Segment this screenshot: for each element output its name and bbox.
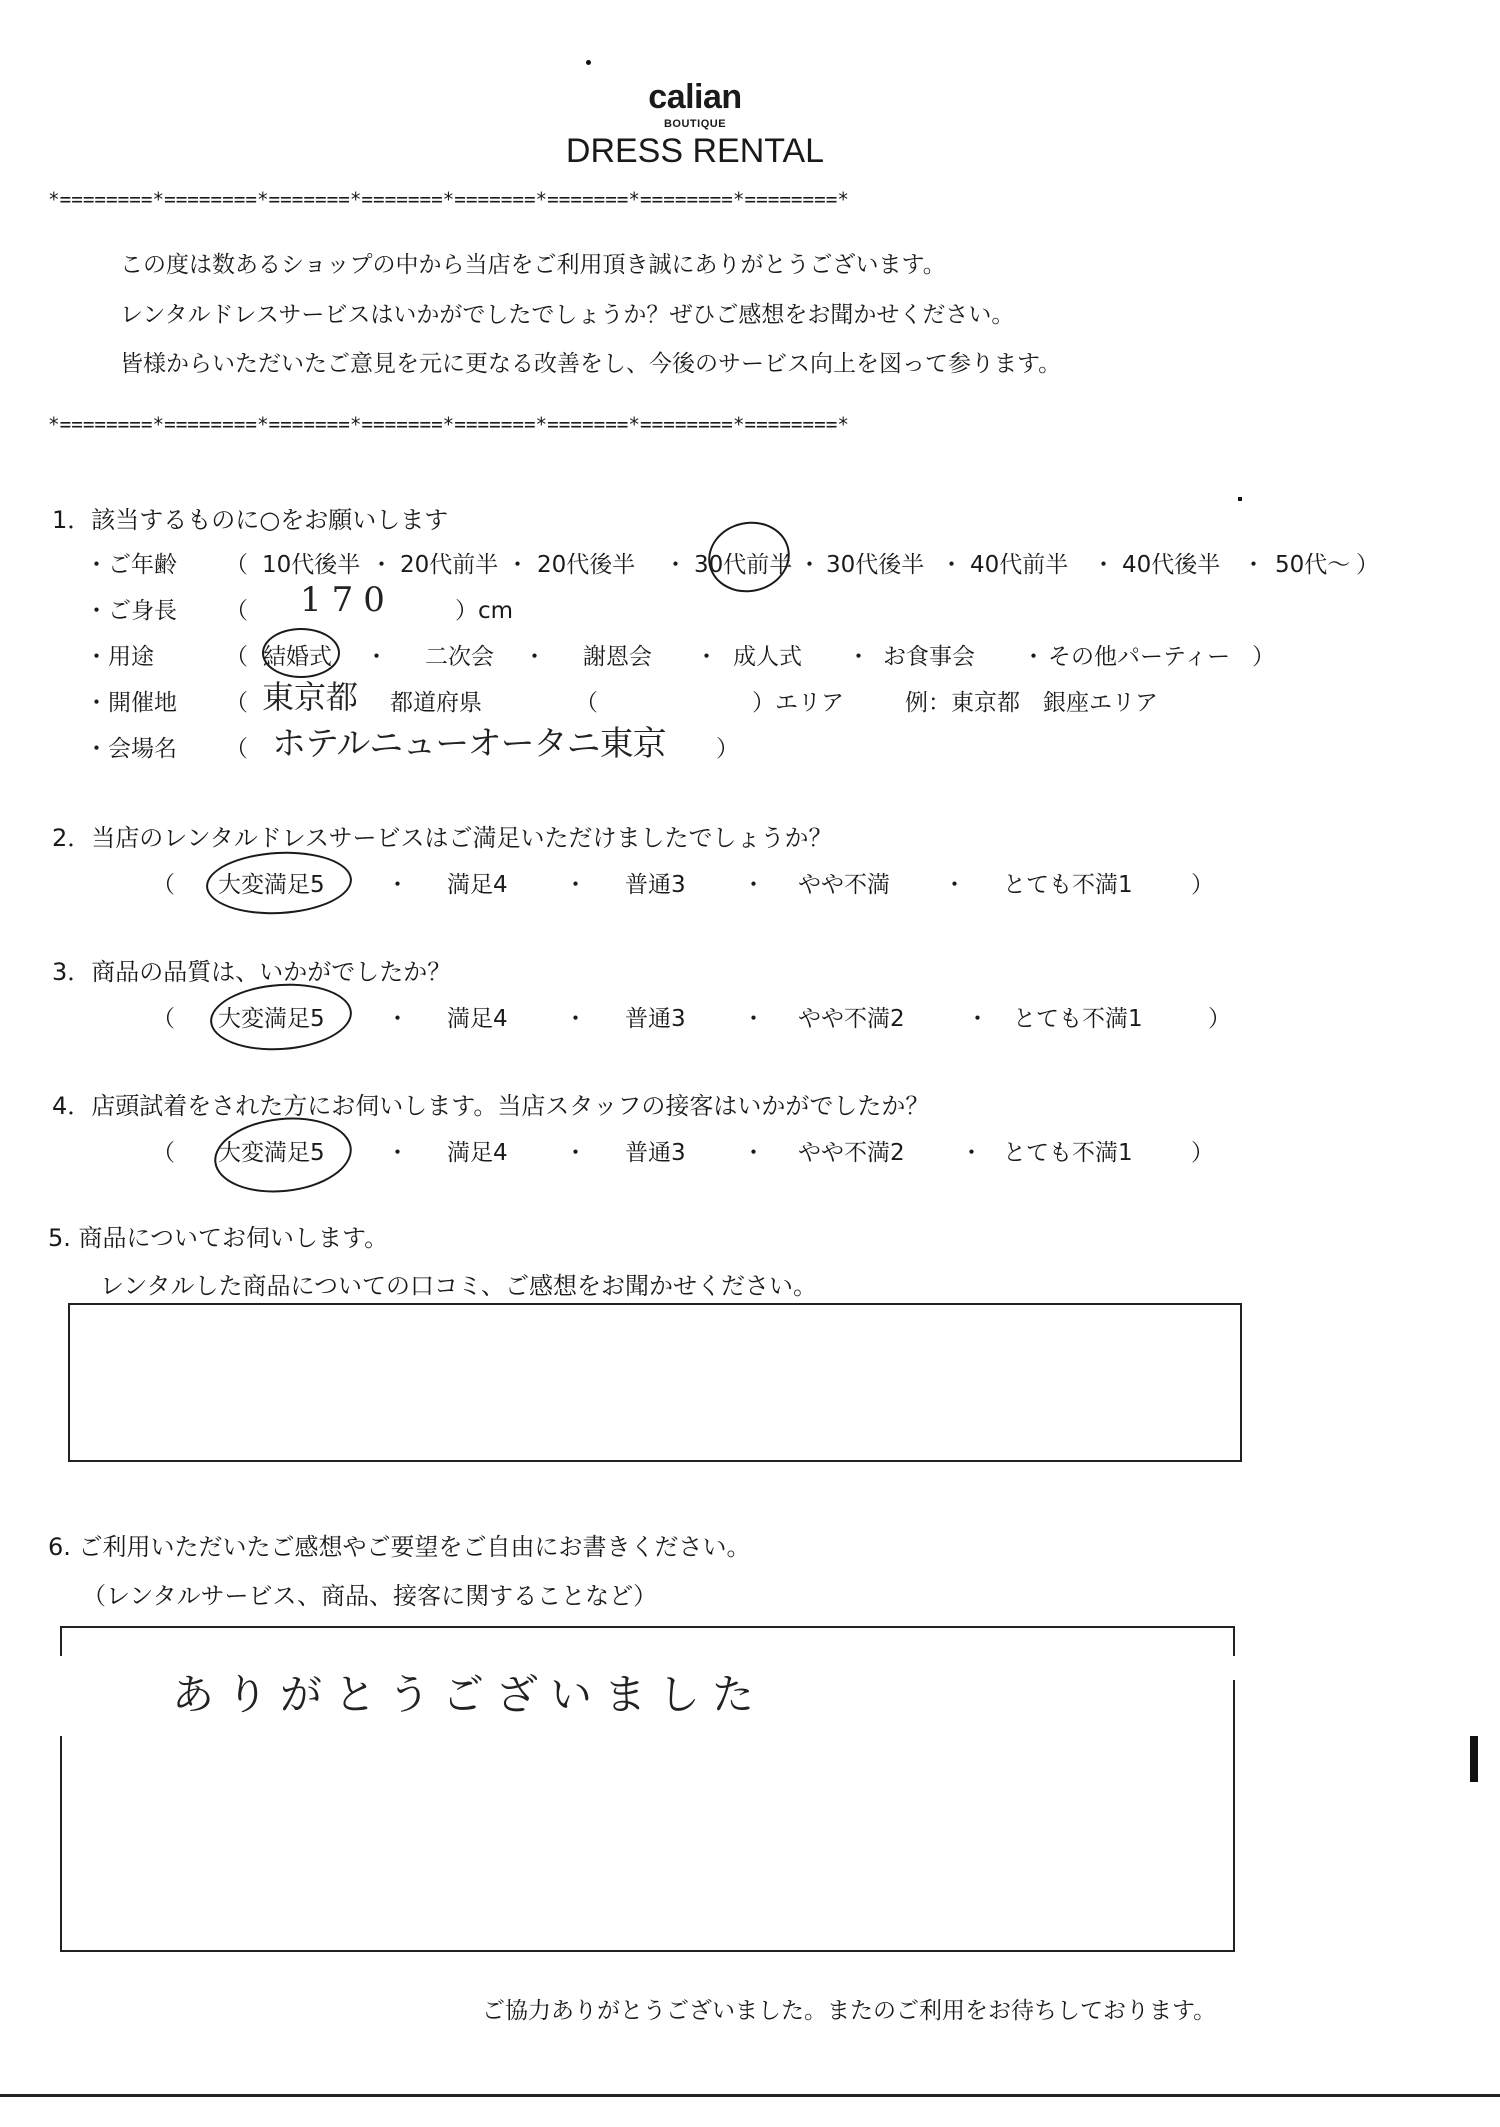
purpose-close-paren: ） (1252, 644, 1275, 670)
q3-option-3[interactable]: 普通3 (625, 1006, 686, 1032)
q2-option-3[interactable]: 普通3 (625, 872, 686, 898)
venue-area-open-paren: （ (225, 690, 248, 716)
age-open-paren: （ (225, 552, 248, 578)
q5-subtitle: レンタルした商品についての口コミ、ご感想をお聞かせください。 (100, 1272, 817, 1300)
age-sep: ・ (1242, 552, 1265, 578)
q4-close-paren: ） (1191, 1140, 1214, 1166)
venue-name-close-paren: ） (716, 736, 739, 762)
venue-name-value[interactable]: ホテルニューオータニ東京 (272, 724, 666, 764)
venue-area-suffix: ）エリア (752, 690, 844, 716)
box-edge-left-bottom (60, 1736, 62, 1950)
q2-option-5[interactable]: 大変満足5 (218, 872, 325, 898)
q4-option-2[interactable]: やや不満2 (798, 1140, 905, 1166)
q3-option-4[interactable]: 満足4 (447, 1006, 508, 1032)
intro-line-1: この度は数あるショップの中から当店をご利用頂き誠にありがとうございます。 (120, 252, 946, 278)
q4-option-4[interactable]: 満足4 (447, 1140, 508, 1166)
q4-sep: ・ (960, 1140, 983, 1166)
q6-answer-text: ありがとうございました (172, 1670, 767, 1719)
q4-open-paren: （ (152, 1140, 175, 1166)
venue-prefecture-suffix: 都道府県 (390, 690, 482, 716)
age-option-8[interactable]: 50代～ (1275, 552, 1351, 578)
age-label: ・ご年齢 (85, 552, 177, 578)
q2-open-paren: （ (152, 872, 175, 898)
q2-sep: ・ (386, 872, 409, 898)
age-option-4[interactable]: 30代前半 (694, 552, 793, 578)
height-value[interactable]: 170 (300, 580, 395, 620)
divider-top: *========*========*=======*=======*=======*=======*========*========* (48, 188, 849, 211)
q2-option-1[interactable]: とても不満1 (1003, 872, 1133, 898)
q2-sep: ・ (564, 872, 587, 898)
selected-circle-mark (262, 628, 340, 678)
box-edge-right-bottom (1233, 1680, 1235, 1950)
purpose-option-4[interactable]: 成人式 (733, 644, 802, 670)
age-option-5[interactable]: 30代後半 (826, 552, 925, 578)
q6-answer-box[interactable] (60, 1626, 1235, 1952)
purpose-sep: ・ (365, 644, 388, 670)
q5-title: 5. 商品についてお伺いします。 (48, 1224, 389, 1252)
box-edge-left-top (60, 1628, 62, 1656)
q3-option-1[interactable]: とても不満1 (1013, 1006, 1143, 1032)
q3-sep: ・ (966, 1006, 989, 1032)
intro-line-3: 皆様からいただいたご意見を元に更なる改善をし、今後のサービス向上を図って参ります。 (120, 351, 1062, 377)
brand-sub: BOUTIQUE (663, 118, 727, 130)
q4-option-3[interactable]: 普通3 (625, 1140, 686, 1166)
age-option-1[interactable]: 10代後半 (262, 552, 361, 578)
purpose-sep: ・ (847, 644, 870, 670)
purpose-option-2[interactable]: 二次会 (425, 644, 494, 670)
q2-sep: ・ (742, 872, 765, 898)
age-option-3[interactable]: 20代後半 (537, 552, 636, 578)
footer-thanks: ご協力ありがとうございました。またのご利用をお待ちしております。 (482, 1998, 1217, 2024)
q3-sep: ・ (386, 1006, 409, 1032)
purpose-option-1[interactable]: 結婚式 (263, 644, 332, 670)
venue-area-inner-open: （ (575, 690, 598, 716)
q3-option-5[interactable]: 大変満足5 (218, 1006, 325, 1032)
q4-option-5[interactable]: 大変満足5 (218, 1140, 325, 1166)
purpose-sep: ・ (523, 644, 546, 670)
q4-sep: ・ (386, 1140, 409, 1166)
q2-title: 2．当店のレンタルドレスサービスはご満足いただけましたでしょうか？ (52, 824, 833, 852)
dot-speck (1238, 497, 1242, 501)
q4-sep: ・ (564, 1140, 587, 1166)
q2-option-2[interactable]: やや不満 (798, 872, 890, 898)
selected-circle-mark (211, 1111, 356, 1199)
selected-circle-mark (702, 514, 797, 600)
purpose-option-3[interactable]: 謝恩会 (583, 644, 652, 670)
height-unit: ）cm (455, 598, 514, 624)
q6-subtitle: （レンタルサービス、商品、接客に関することなど） (82, 1582, 658, 1610)
q6-title: 6. ご利用いただいたご感想やご要望をご自由にお書きください。 (48, 1533, 751, 1561)
brand-logo: calian (648, 78, 742, 116)
bottom-rule (0, 2094, 1500, 2097)
venue-name-label: ・会場名 (85, 736, 177, 762)
purpose-open-paren: （ (225, 644, 248, 670)
age-option-7[interactable]: 40代後半 (1122, 552, 1221, 578)
box-edge-right-top (1233, 1628, 1235, 1656)
venue-area-label: ・開催地 (85, 690, 177, 716)
selected-circle-mark (204, 848, 353, 918)
q1-title: 1．該当するものに○をお願いします (52, 506, 449, 534)
age-sep: ・ (798, 552, 821, 578)
q4-sep: ・ (742, 1140, 765, 1166)
edge-mark (1470, 1736, 1478, 1782)
purpose-sep: ・ (695, 644, 718, 670)
q3-open-paren: （ (152, 1006, 175, 1032)
q3-close-paren: ） (1208, 1006, 1231, 1032)
brand-title: DRESS RENTAL (565, 132, 825, 170)
height-open-paren: （ (225, 598, 248, 624)
q2-sep: ・ (943, 872, 966, 898)
age-option-2[interactable]: 20代前半 (400, 552, 499, 578)
q5-answer-box[interactable] (68, 1303, 1242, 1462)
q2-close-paren: ） (1191, 872, 1214, 898)
q3-title: 3．商品の品質は、いかがでしたか？ (52, 958, 452, 986)
intro-line-2: レンタルドレスサービスはいかがでしたでしょうか？ぜひご感想をお聞かせください。 (120, 302, 1015, 328)
divider-bottom: *========*========*=======*=======*=======*=======*========*========* (48, 413, 849, 436)
age-sep: ・ (940, 552, 963, 578)
q4-title: 4．店頭試着をされた方にお伺いします。当店スタッフの接客はいかがでしたか？ (52, 1092, 930, 1120)
dot-speck (586, 60, 591, 65)
age-sep: ・ (664, 552, 687, 578)
age-close-paren: ） (1356, 552, 1379, 578)
purpose-label: ・用途 (85, 644, 154, 670)
q3-sep: ・ (564, 1006, 587, 1032)
purpose-sep: ・ (1022, 644, 1045, 670)
venue-area-example: 例：東京都 銀座エリア (905, 690, 1158, 716)
q2-option-4[interactable]: 満足4 (447, 872, 508, 898)
q3-option-2[interactable]: やや不満2 (798, 1006, 905, 1032)
age-sep: ・ (506, 552, 529, 578)
venue-prefecture-value[interactable]: 東京都 (262, 678, 359, 716)
age-option-6[interactable]: 40代前半 (970, 552, 1069, 578)
q4-option-1[interactable]: とても不満1 (1003, 1140, 1133, 1166)
age-sep: ・ (1092, 552, 1115, 578)
age-sep: ・ (370, 552, 393, 578)
selected-circle-mark (208, 979, 354, 1055)
venue-name-open-paren: （ (225, 736, 248, 762)
q3-sep: ・ (742, 1006, 765, 1032)
purpose-option-5[interactable]: お食事会 (883, 644, 975, 670)
height-label: ・ご身長 (85, 598, 177, 624)
purpose-option-6[interactable]: その他パーティー (1048, 644, 1231, 670)
